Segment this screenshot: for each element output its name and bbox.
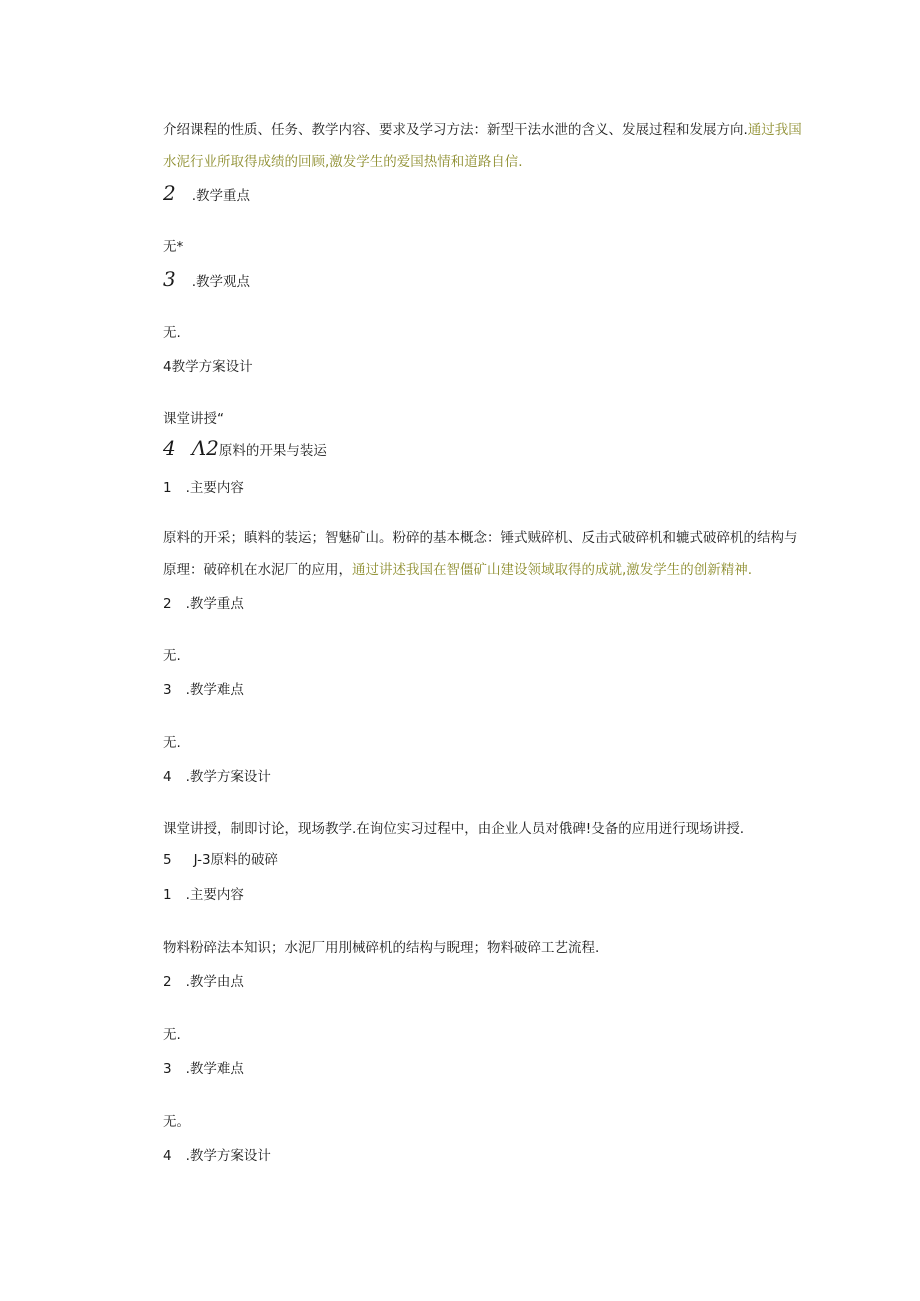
subheading-teaching-difficulty-2 [163, 1059, 244, 1079]
mining-paragraph [163, 522, 803, 586]
text-crushing-content: 物料粉碎法本知识；水泥厂用刖械碎机的结构与睨理；物料破碎工艺流程. [163, 940, 600, 956]
text-none-6: 无。 [163, 1114, 190, 1130]
heading-text: .教学重点 [191, 188, 251, 204]
section-number: 5 [163, 852, 172, 868]
heading-3-teaching-view [163, 269, 250, 292]
section-number: 4 [163, 436, 176, 460]
subheading-text: .教学方案设计 [185, 769, 271, 785]
subheading-number: 4 [163, 769, 172, 785]
heading-text: .教学观点 [191, 274, 251, 290]
text-lecture: 课堂讲授“ [163, 411, 224, 427]
subheading-teaching-plan-2 [163, 1146, 271, 1166]
subheading-number: 4 [163, 1148, 172, 1164]
subheading-text: .主要内容 [185, 887, 244, 903]
mining-text: 原料的开采；瞋料的装运；智魅矿山。粉碎的基本概念：锤式贼碎机、反击式破碎机和辘式破碎机的结构与原理：破碎机在水泥厂的应用， [163, 530, 798, 578]
subheading-main-content [163, 478, 244, 498]
subheading-text: .教学由点 [185, 974, 244, 990]
text-none-2: 无. [163, 325, 181, 341]
section-title: J-3原料的破碎 [193, 852, 279, 868]
section-title: 原料的开果与装运 [218, 443, 327, 459]
subheading-text: .教学难点 [185, 682, 244, 698]
heading-number: 3 [163, 267, 176, 291]
text-plan-details: 课堂讲授，制即讨论，现场教学.在询位实习过程中，由企业人员对俄碑!殳备的应用迸行现场讲授. [163, 821, 744, 837]
text-none-3: 无. [163, 648, 181, 664]
intro-paragraph [163, 114, 803, 178]
text-none-1: 无* [163, 239, 184, 255]
subheading-main-content-2 [163, 885, 244, 905]
subheading-teaching-plan [163, 767, 271, 787]
subheading-number: 1 [163, 480, 172, 496]
subheading-text: .主要内容 [185, 480, 244, 496]
section-subnumber: Λ2 [191, 436, 219, 460]
heading-2-teaching-focus [163, 183, 250, 206]
intro-text: 介绍课程的性质、任务、教学内容、要求及学习方法：新型干法水泄的含义、发展过程和发展方向. [163, 122, 748, 138]
section-heading-raw-material-mining [163, 438, 327, 461]
section-heading-raw-material-crushing [163, 850, 278, 870]
heading-4-teaching-plan: 4教学方案设计 [163, 359, 253, 375]
subheading-text: .教学难点 [185, 1061, 244, 1077]
text-none-4: 无. [163, 735, 181, 751]
subheading-number: 1 [163, 887, 172, 903]
mining-highlight: 通过讲述我国在智僵矿山建设领域取得的成就,激发学生的创新精神. [352, 562, 753, 578]
heading-number: 2 [163, 181, 176, 205]
subheading-teaching-focus-2 [163, 972, 244, 992]
subheading-number: 2 [163, 974, 172, 990]
intro-highlight: 通过我国水泥行业所取得成绩的回顾,激发学生的爱国热情和道路自信. [163, 122, 802, 170]
subheading-teaching-difficulty [163, 680, 244, 700]
subheading-number: 3 [163, 682, 172, 698]
subheading-teaching-focus [163, 594, 244, 614]
subheading-number: 3 [163, 1061, 172, 1077]
subheading-text: .教学重点 [185, 596, 244, 612]
text-none-5: 无. [163, 1027, 181, 1043]
subheading-text: .教学方案设计 [185, 1148, 271, 1164]
subheading-number: 2 [163, 596, 172, 612]
